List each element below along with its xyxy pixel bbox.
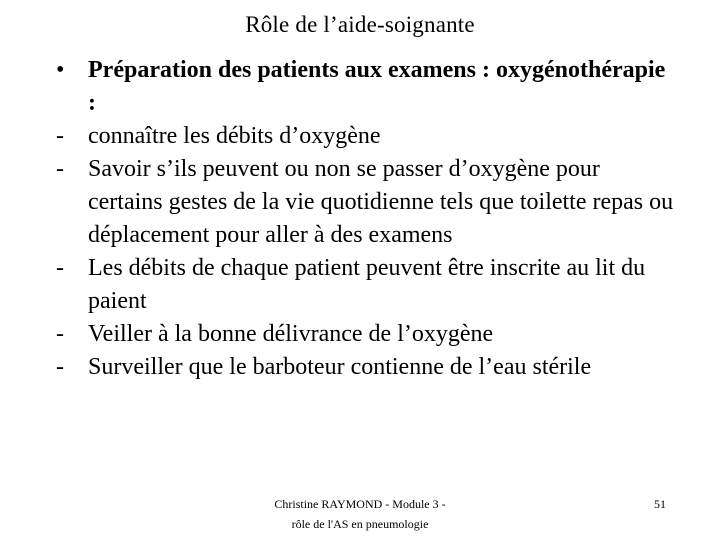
list-item-text: Veiller à la bonne délivrance de l’oxygène — [88, 321, 494, 347]
list-item — [55, 351, 675, 384]
list-item-text: Préparation des patients aux examens : oxygénothérapie : — [88, 57, 666, 116]
list-item-text: Savoir s’ils peuvent ou non se passer d’oxygène pour certains gestes de la vie quotidienne tels que toilette repas ou déplacement pour aller à des examens — [88, 156, 674, 248]
footer-subject-line: rôle de l'AS en pneumologie — [291, 517, 429, 531]
footer-text — [220, 494, 500, 534]
dash-marker: - — [56, 123, 64, 149]
list-item-text: connaître les débits d’oxygène — [88, 123, 381, 149]
slide-title: Rôle de l’aide-soignante — [245, 12, 475, 37]
list-item — [55, 153, 675, 252]
page-number: 51 — [654, 497, 666, 511]
list-item-text: Les débits de chaque patient peuvent être inscrite au lit du paient — [88, 255, 646, 314]
list-item — [55, 252, 675, 318]
list-item — [55, 54, 675, 120]
bullet-list — [55, 54, 675, 384]
dash-marker: - — [56, 354, 64, 380]
bullet-marker: • — [56, 57, 65, 83]
footer-author-line: Christine RAYMOND - Module 3 - — [274, 497, 446, 511]
list-item-text: Surveiller que le barboteur contienne de l’eau stérile — [88, 354, 592, 380]
dash-marker: - — [56, 321, 64, 347]
dash-marker: - — [56, 255, 64, 281]
list-item — [55, 318, 675, 351]
dash-marker: - — [56, 156, 64, 182]
list-item — [55, 120, 675, 153]
